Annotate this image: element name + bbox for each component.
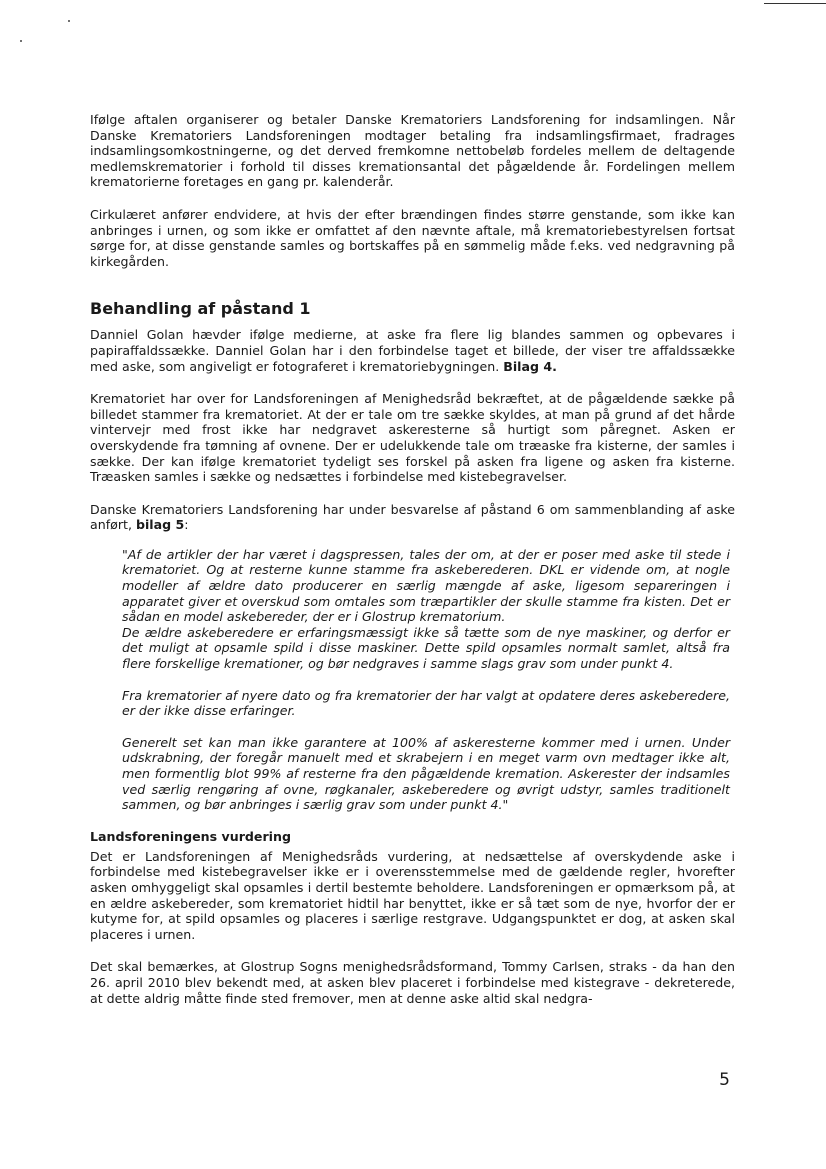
paragraph: Ifølge aftalen organiserer og betaler Danske Krematoriers Landsforening for indsamlingen. Når Danske Krematoriers Landsforeningen modtager betaling fra indsamlingsfirmaet, fradrages indsamlingsomkostningerne, og det derved fremkomne nettobeløb fordeles mellem de deltagende medlemskrematorier i forhold til disses kremationsantal det pågældende år. Fordelingen mellem krematorierne foretages en gang pr. kalenderår.	[90, 112, 735, 190]
paragraph-text: Danske Krematoriers Landsforening har under besvarelse af påstand 6 om sammenblanding af aske anført,	[90, 501, 735, 533]
paragraph: Cirkulæret anfører endvidere, at hvis der efter brændingen findes større genstande, som ikke kan anbringes i urnen, og som ikke er omfattet af den nævnte aftale, må krematoriebestyrelsen fortsat sørge for, at disse genstande samles og bortskaffes på en sømmelig måde f.eks. ved nedgravning på kirkegården.	[90, 206, 735, 269]
quote-paragraph: Generelt set kan man ikke garantere at 100% af askeresterne kommer med i urnen. Under udskrabning, der foregår manuelt med et skrabejern i en meget varm ovn medtager ikke alt, men formentlig blot 99% af resterne fra den pågældende kremation. Askerester der indsamles ved særlig rengøring af ovne, røgkanaler, askeberedere og øvrigt udstyr, samles traditionelt sammen, og bør anbringes i særlig grav som under punkt 4."	[122, 734, 730, 813]
quote-paragraph: "Af de artikler der har været i dagspressen, tales der om, at der er poser med aske til stede i krematoriet. Og at resterne kunne stamme fra askeberederen. DKL er vidende om, at nogle modeller af ældre dato producerer en særlig mængde af aske, ligesom separeringen i apparatet giver et overskud som omtales som træpartikler der skulle stamme fra kisten. Det er sådan en model askebereder, der er i Glostrup krematorium.	[122, 546, 730, 625]
scan-speck	[68, 20, 70, 22]
scan-speck	[20, 40, 22, 42]
top-rule	[764, 3, 826, 4]
document-body	[90, 112, 735, 1023]
paragraph-text: Danniel Golan hævder ifølge medierne, at aske fra flere lig blandes sammen og opbevares i papiraffaldssække. Danniel Golan har i den forbindelse taget et billede, der viser tre affaldssække med aske, som angiveligt er fotograferet i krematoriebygningen.	[90, 327, 735, 374]
paragraph	[90, 327, 735, 374]
section-heading: Behandling af påstand 1	[90, 299, 311, 319]
page-number: 5	[719, 1070, 730, 1090]
paragraph: Det er Landsforeningen af Menighedsråds vurdering, at nedsættelse af overskydende aske i forbindelse med kistebegravelser ikke er i overensstemmelse med de gældende regler, hvorefter asken omhyggeligt skal opsamles i dertil bestemte beholdere. Landsforeningen er opmærksom på, at en ældre askebereder, som krematoriet hidtil har benyttet, ikke er så tæt som de nye, hvorfor der er kutyme for, at spild opsamles og placeres i særlige restgrave. Udgangspunktet er dog, at asken skal placeres i urnen.	[90, 848, 735, 942]
subsection-heading: Landsforeningens vurdering	[90, 828, 291, 844]
paragraph-text: :	[184, 517, 189, 533]
appendix-ref: bilag 5	[135, 517, 185, 533]
quote-paragraph: De ældre askeberedere er erfaringsmæssigt ikke så tætte som de nye maskiner, og derfor er det muligt at opsamle spild i disse maskiner. Dette spild opsamles normalt samlet, altså fra flere forskellige kremationer, og bør nedgraves i samme slags grav som under punkt 4.	[122, 624, 730, 672]
block-quote	[122, 547, 730, 813]
paragraph	[90, 502, 735, 533]
paragraph: Krematoriet har over for Landsforeningen af Menighedsråd bekræftet, at de pågældende sække på billedet stammer fra krematoriet. At der er tale om tre sække skyldes, at man på grund af det hårde vintervejr med frost ikke har nedgravet askeresterne så hurtigt som påregnet. Asken er overskydende fra tømning af ovnene. Der er udelukkende tale om træaske fra kisterne, der samles i sække. Der kan ifølge krematoriet tydeligt ses forskel på asken fra ligene og asken fra kisterne. Træasken samles i sække og nedsættes i forbindelse med kistebegravelser.	[90, 391, 735, 485]
quote-paragraph: Fra krematorier af nyere dato og fra krematorier der har valgt at opdatere deres askeberedere, er der ikke disse erfaringer.	[122, 687, 730, 719]
appendix-ref: Bilag 4.	[503, 358, 557, 374]
paragraph: Det skal bemærkes, at Glostrup Sogns menighedsrådsformand, Tommy Carlsen, straks - da han den 26. april 2010 blev bekendt med, at asken blev placeret i forbindelse med kistegrave - dekreterede, at dette aldrig måtte finde sted fremover, men at denne aske altid skal nedgra-	[90, 959, 735, 1006]
